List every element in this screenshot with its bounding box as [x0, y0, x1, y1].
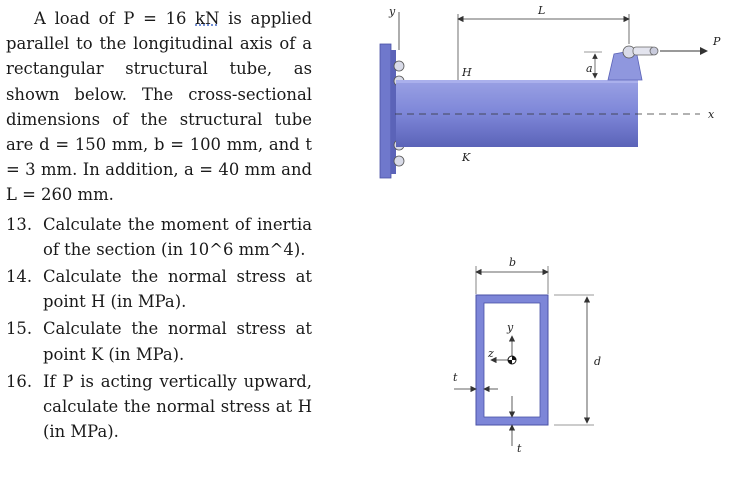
wall-plate	[380, 44, 391, 178]
label-H: H	[462, 66, 472, 79]
label-a: a	[586, 62, 593, 75]
beam-top-edge	[396, 80, 638, 83]
label-b: b	[509, 256, 517, 269]
label-y: y	[389, 5, 396, 18]
question-text: Calculate the normal stress at point H (in MPa).	[43, 267, 312, 312]
problem-line1: A load of P = 16	[34, 9, 196, 28]
label-y-section: y	[507, 321, 514, 334]
question-number: 16.	[6, 371, 33, 391]
problem-line1-rest: is applied parallel to the longitudinal axis of a rectangular structural tube, as shown below. The cross-sectional dimensions of the structural tube are d = 150 mm, b = 100 mm, and t = 3 mm. In addition, a = 40 mm and L = 260 mm.	[6, 9, 312, 205]
label-K: K	[462, 151, 471, 164]
question-text: Calculate the moment of inertia of the section (in 10^6 mm^4).	[43, 214, 312, 259]
question-number: 14.	[6, 267, 33, 287]
label-x: x	[708, 108, 715, 121]
label-z: z	[488, 347, 494, 360]
question-number: 15.	[6, 319, 33, 339]
label-t-bottom: t	[517, 442, 522, 455]
beam-body	[396, 80, 638, 147]
label-L: L	[538, 4, 546, 17]
question-text: Calculate the normal stress at point K (in MPa).	[43, 319, 312, 364]
label-t-left: t	[453, 371, 458, 384]
unit-kn: kN	[195, 9, 220, 28]
label-d: d	[594, 355, 602, 368]
bolt-icon	[394, 156, 404, 166]
rod-end-icon	[650, 47, 658, 55]
question-text: If P is acting vertically upward, calculate the normal stress at H (in MPa).	[43, 371, 312, 442]
question-number: 13.	[6, 214, 33, 234]
cross-section-view	[453, 256, 601, 455]
bolt-icon	[394, 61, 404, 71]
label-P: P	[713, 35, 721, 48]
side-view	[380, 4, 721, 178]
